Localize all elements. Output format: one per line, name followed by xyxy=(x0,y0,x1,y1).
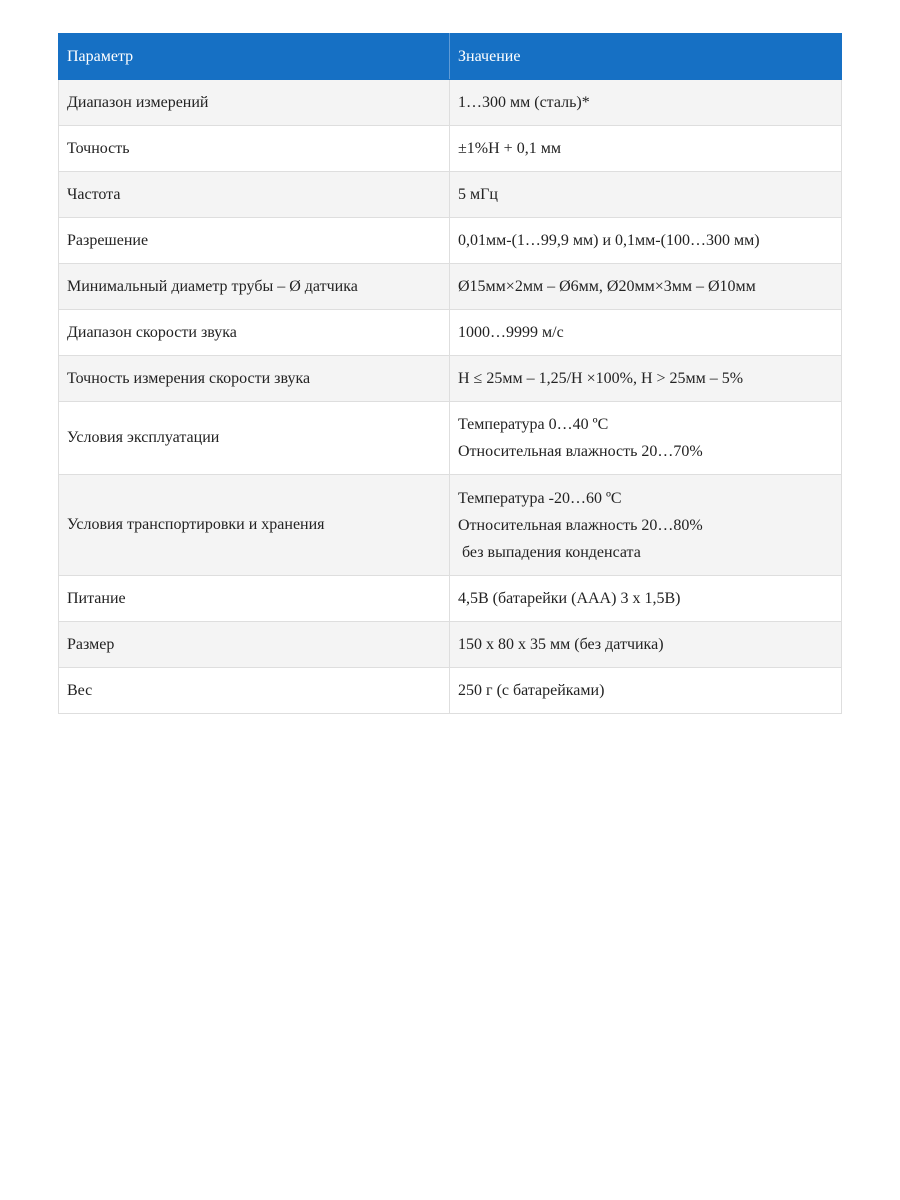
value-line: 150 х 80 х 35 мм (без датчика) xyxy=(458,636,664,653)
param-cell: Частота xyxy=(59,172,450,218)
value-cell xyxy=(450,218,842,264)
value-line: Относительная влажность 20…80% xyxy=(458,516,703,534)
value-cell xyxy=(450,668,842,714)
param-cell: Точность измерения скорости звука xyxy=(59,356,450,402)
param-cell: Условия эксплуатации xyxy=(59,402,450,475)
param-cell: Питание xyxy=(59,576,450,622)
value-cell xyxy=(450,172,842,218)
table-row xyxy=(59,126,842,172)
param-cell: Размер xyxy=(59,622,450,668)
value-cell xyxy=(450,80,842,126)
value-cell xyxy=(450,475,842,576)
table-row xyxy=(59,475,842,576)
value-line: 250 г (с батарейками) xyxy=(458,682,605,699)
value-cell xyxy=(450,622,842,668)
value-line: ±1%H + 0,1 мм xyxy=(458,140,561,157)
value-cell xyxy=(450,264,842,310)
table-row xyxy=(59,172,842,218)
value-line: Температура 0…40 ºC xyxy=(458,416,609,433)
table-row xyxy=(59,264,842,310)
value-line: Температура -20…60 ºC xyxy=(458,489,622,507)
value-line: Относительная влажность 20…70% xyxy=(458,443,703,460)
param-cell: Разрешение xyxy=(59,218,450,264)
value-line: без выпадения конденсата xyxy=(458,543,641,561)
table-row xyxy=(59,218,842,264)
table-header xyxy=(59,34,842,80)
value-cell xyxy=(450,126,842,172)
value-line: 5 мГц xyxy=(458,186,498,203)
table-row xyxy=(59,80,842,126)
value-line: H ≤ 25мм – 1,25/H ×100%, H > 25мм – 5% xyxy=(458,370,744,387)
table-body xyxy=(59,80,842,714)
value-line: Ø15мм×2мм – Ø6мм, Ø20мм×3мм – Ø10мм xyxy=(458,278,756,295)
param-cell: Условия транспортировки и хранения xyxy=(59,475,450,576)
value-cell xyxy=(450,576,842,622)
header-param: Параметр xyxy=(59,34,450,80)
param-cell: Вес xyxy=(59,668,450,714)
value-cell xyxy=(450,310,842,356)
table-row xyxy=(59,356,842,402)
param-cell: Диапазон измерений xyxy=(59,80,450,126)
spec-table xyxy=(58,33,842,714)
table-row xyxy=(59,576,842,622)
value-cell xyxy=(450,356,842,402)
header-value: Значение xyxy=(450,34,842,80)
table-row xyxy=(59,622,842,668)
value-line: 4,5В (батарейки (AAA) 3 х 1,5В) xyxy=(458,590,681,607)
value-line: 1…300 мм (сталь)* xyxy=(458,94,590,111)
value-line: 1000…9999 м/с xyxy=(458,324,564,341)
table-row xyxy=(59,402,842,475)
value-line: 0,01мм-(1…99,9 мм) и 0,1мм-(100…300 мм) xyxy=(458,232,760,249)
table-row xyxy=(59,310,842,356)
param-cell: Диапазон скорости звука xyxy=(59,310,450,356)
value-cell xyxy=(450,402,842,475)
param-cell: Минимальный диаметр трубы – Ø датчика xyxy=(59,264,450,310)
table-row xyxy=(59,668,842,714)
param-cell: Точность xyxy=(59,126,450,172)
header-row xyxy=(59,34,842,80)
